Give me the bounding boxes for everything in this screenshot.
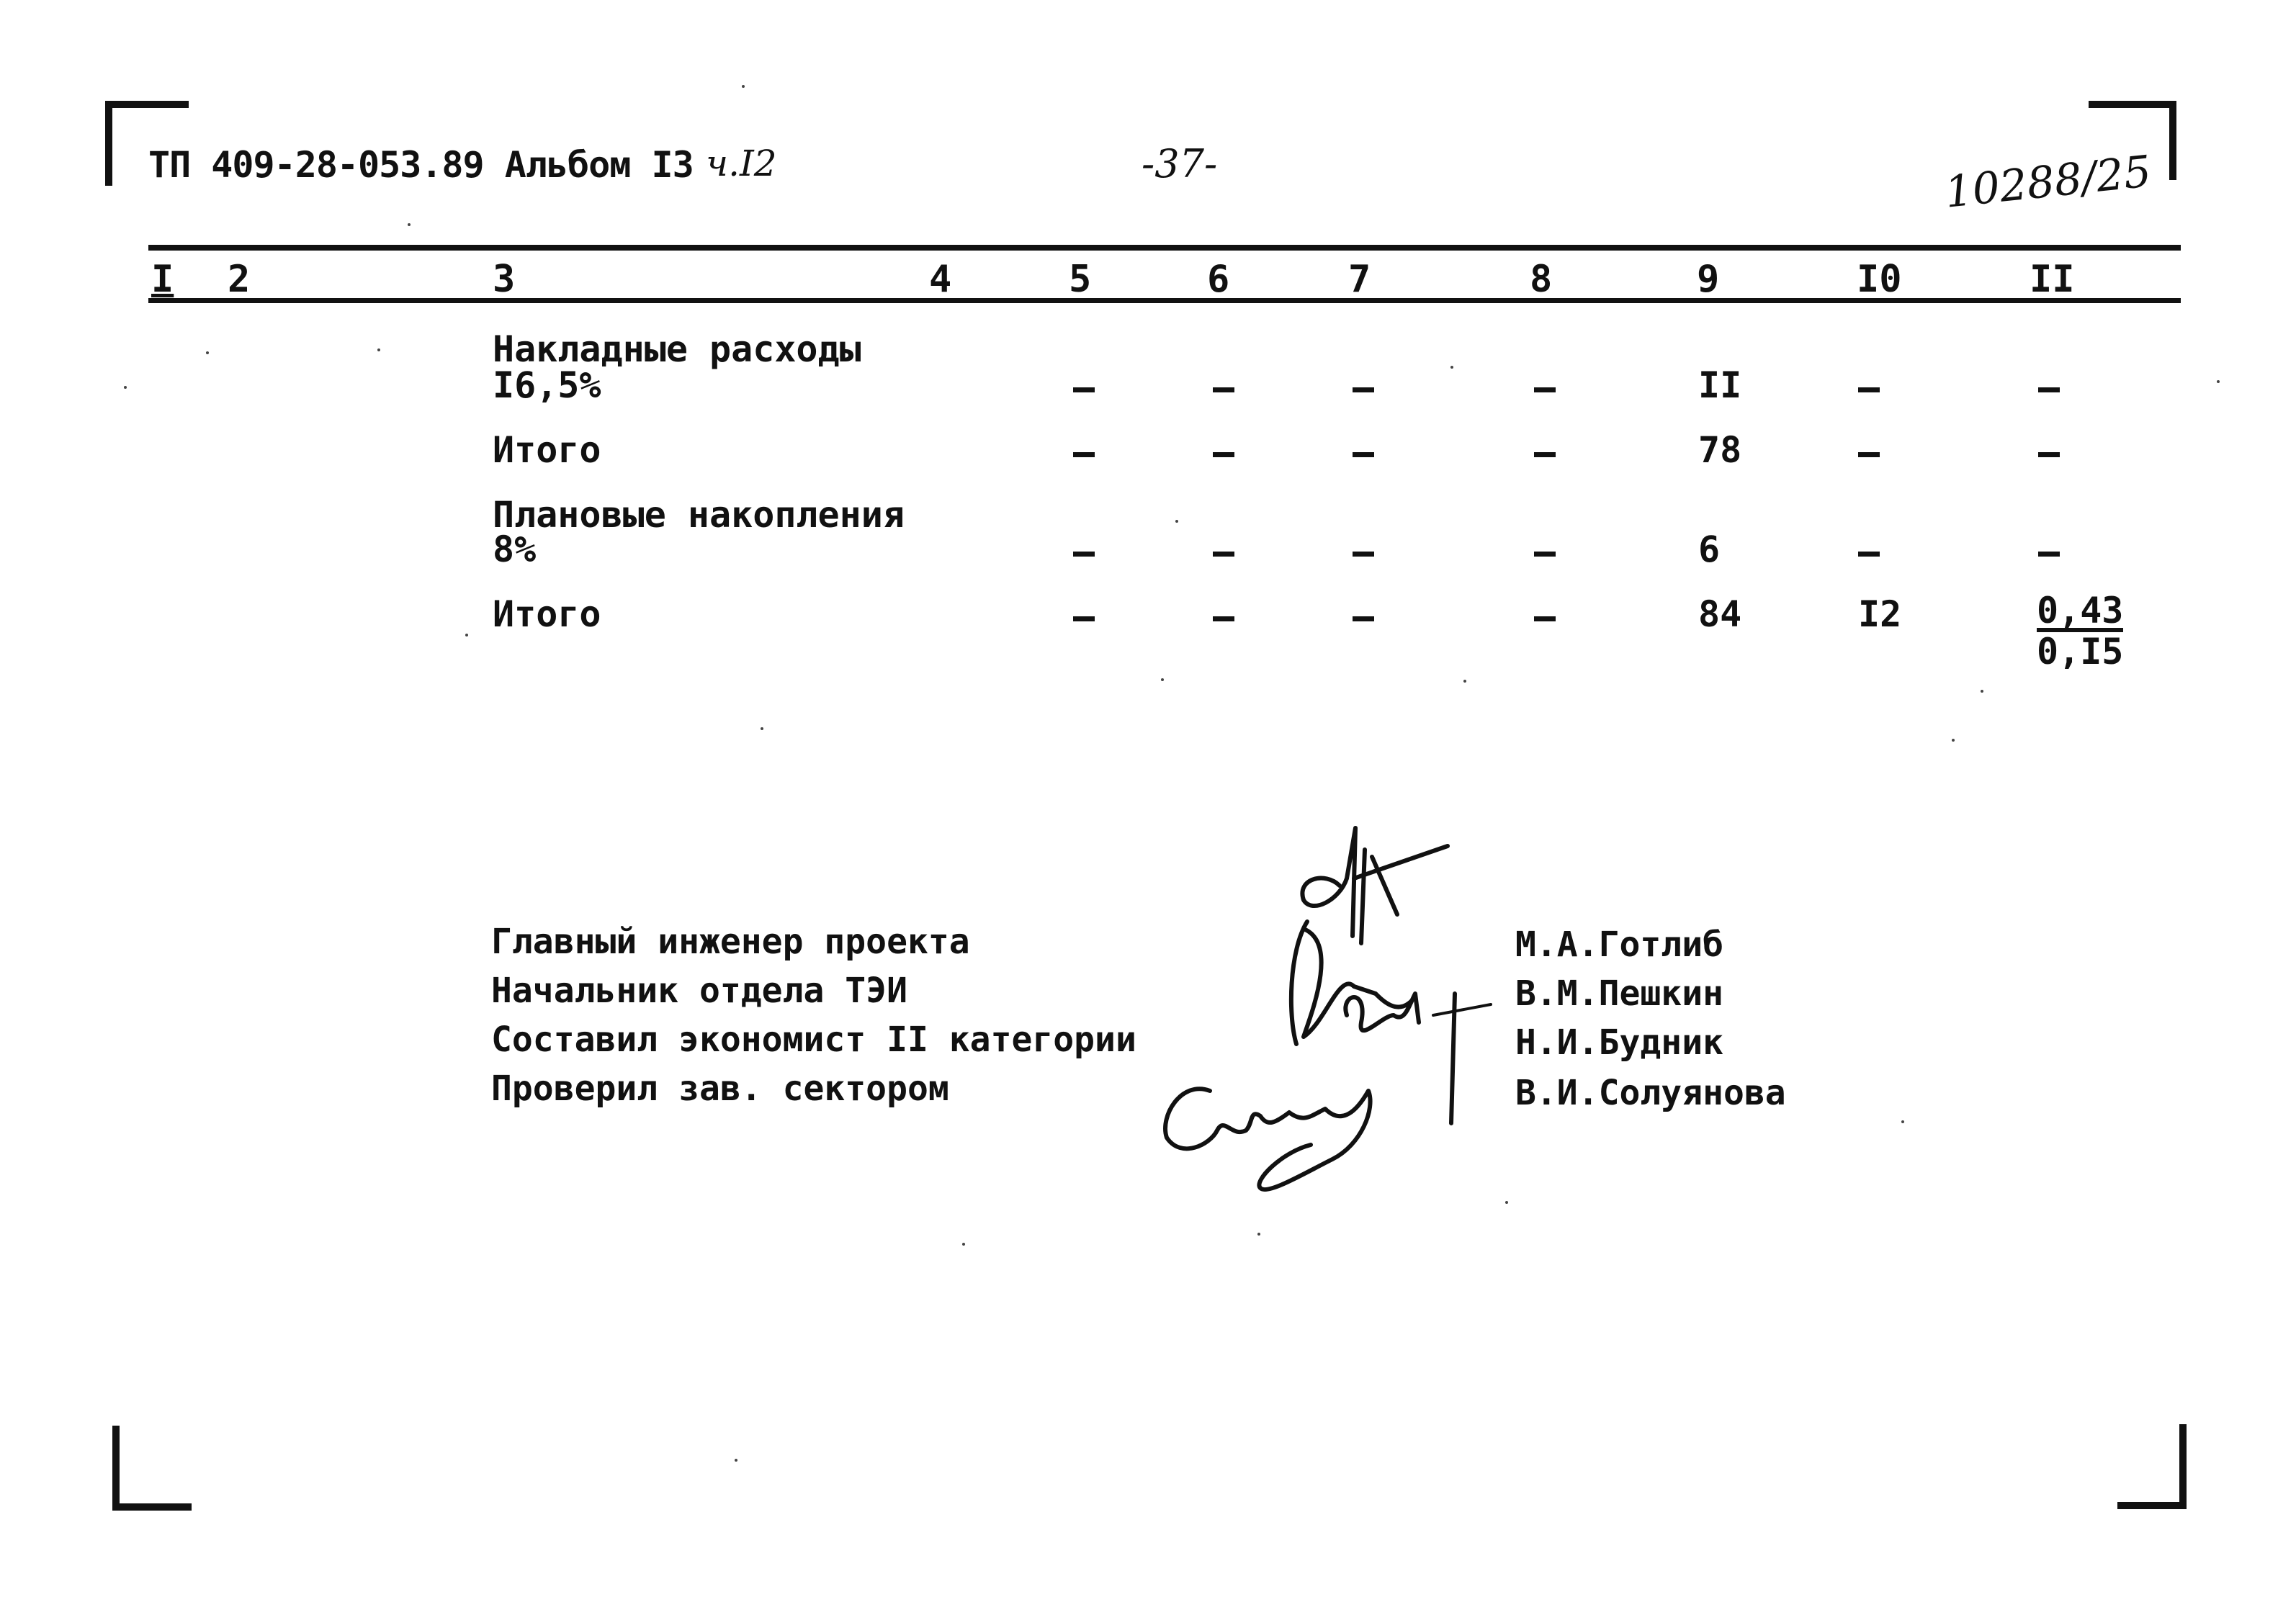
empty-cell-dash <box>2038 452 2060 457</box>
cell-col9: II <box>1698 364 1742 406</box>
signature-name: М.А.Готлиб <box>1515 925 1723 965</box>
column-number-1: I <box>151 258 174 301</box>
column-number-10: I0 <box>1857 258 1902 301</box>
corner-top-left-h <box>105 101 189 108</box>
row-label: Накладные расходы <box>493 328 861 370</box>
scan-speck <box>1505 1201 1508 1204</box>
empty-cell-dash <box>1213 616 1234 621</box>
corner-bottom-right-v <box>2179 1424 2187 1509</box>
scan-speck <box>1175 520 1178 523</box>
row-label: Итого <box>493 429 601 471</box>
row-sublabel: I6,5% <box>493 364 601 406</box>
empty-cell-dash <box>1213 552 1234 557</box>
cell-col9: 78 <box>1698 429 1742 471</box>
scan-speck <box>1257 1233 1260 1236</box>
empty-cell-dash <box>1858 387 1880 392</box>
row-sublabel: 8% <box>493 528 537 570</box>
scan-speck <box>742 85 745 88</box>
empty-cell-dash <box>1073 552 1095 557</box>
signature-role: Начальник отдела ТЭИ <box>491 971 907 1011</box>
cell-col11-bottom: 0,I5 <box>2037 631 2124 672</box>
scan-speck <box>735 1459 737 1462</box>
empty-cell-dash <box>1858 552 1880 557</box>
scan-speck <box>1161 678 1164 681</box>
cell-col10: I2 <box>1858 593 1902 635</box>
part-number: ч.I2 <box>706 143 777 184</box>
scan-speck <box>962 1243 965 1246</box>
scan-speck <box>2217 380 2220 383</box>
empty-cell-dash <box>1353 552 1374 557</box>
scan-speck <box>1952 739 1955 742</box>
empty-cell-dash <box>1534 387 1556 392</box>
empty-cell-dash <box>1534 452 1556 457</box>
column-number-11: II <box>2030 258 2075 301</box>
row-label: Итого <box>493 593 601 635</box>
column-number-3: 3 <box>493 258 516 301</box>
scan-speck <box>1463 680 1466 683</box>
signature-role: Проверил зав. сектором <box>491 1069 949 1109</box>
empty-cell-dash <box>2038 387 2060 392</box>
signature-role: Главный инженер проекта <box>491 922 970 962</box>
corner-bottom-right-h <box>2117 1502 2187 1509</box>
empty-cell-dash <box>1213 387 1234 392</box>
signature-role: Составил экономист II категории <box>491 1020 1136 1060</box>
corner-bottom-left-v <box>112 1426 120 1511</box>
scan-speck <box>408 223 411 226</box>
corner-top-right-h <box>2089 101 2176 108</box>
column-number-5: 5 <box>1069 258 1092 301</box>
empty-cell-dash <box>1353 452 1374 457</box>
column-number-9: 9 <box>1697 258 1720 301</box>
column-number-2: 2 <box>228 258 251 301</box>
corner-top-right-v <box>2169 101 2176 180</box>
document-stamp-number: 10288/25 <box>1942 146 2154 218</box>
empty-cell-dash <box>1073 616 1095 621</box>
page-number: -37- <box>1142 141 1218 186</box>
signature-name: Н.И.Будник <box>1515 1022 1723 1063</box>
scan-speck <box>1981 690 1983 693</box>
table-top-rule <box>148 245 2181 251</box>
empty-cell-dash <box>1353 616 1374 621</box>
handwritten-signatures <box>1124 806 1512 1210</box>
empty-cell-dash <box>1534 552 1556 557</box>
empty-cell-dash <box>2038 552 2060 557</box>
scan-speck <box>761 727 763 730</box>
empty-cell-dash <box>1858 452 1880 457</box>
scan-speck <box>1450 366 1453 369</box>
scan-speck <box>465 634 468 636</box>
doc-reference: ТП 409-28-053.89 Альбом I3 <box>148 144 694 186</box>
empty-cell-dash <box>1073 387 1095 392</box>
column-number-6: 6 <box>1207 258 1230 301</box>
cell-col11-top: 0,43 <box>2037 590 2124 631</box>
corner-bottom-left-h <box>112 1503 192 1511</box>
signature-name: В.М.Пешкин <box>1515 973 1723 1014</box>
column-number-8: 8 <box>1530 258 1553 301</box>
scan-speck <box>377 348 380 351</box>
cell-col9: 84 <box>1698 593 1742 635</box>
scan-speck <box>1901 1120 1904 1123</box>
cell-col9: 6 <box>1698 528 1721 570</box>
empty-cell-dash <box>1073 452 1095 457</box>
row-label: Плановые накопления <box>493 494 905 536</box>
column-number-4: 4 <box>929 258 952 301</box>
column-number-7: 7 <box>1348 258 1371 301</box>
empty-cell-dash <box>1353 387 1374 392</box>
empty-cell-dash <box>1534 616 1556 621</box>
scan-speck <box>124 386 127 389</box>
empty-cell-dash <box>1213 452 1234 457</box>
signature-name: В.И.Солуянова <box>1515 1073 1786 1113</box>
scan-speck <box>206 351 209 354</box>
corner-top-left-v <box>105 101 112 186</box>
